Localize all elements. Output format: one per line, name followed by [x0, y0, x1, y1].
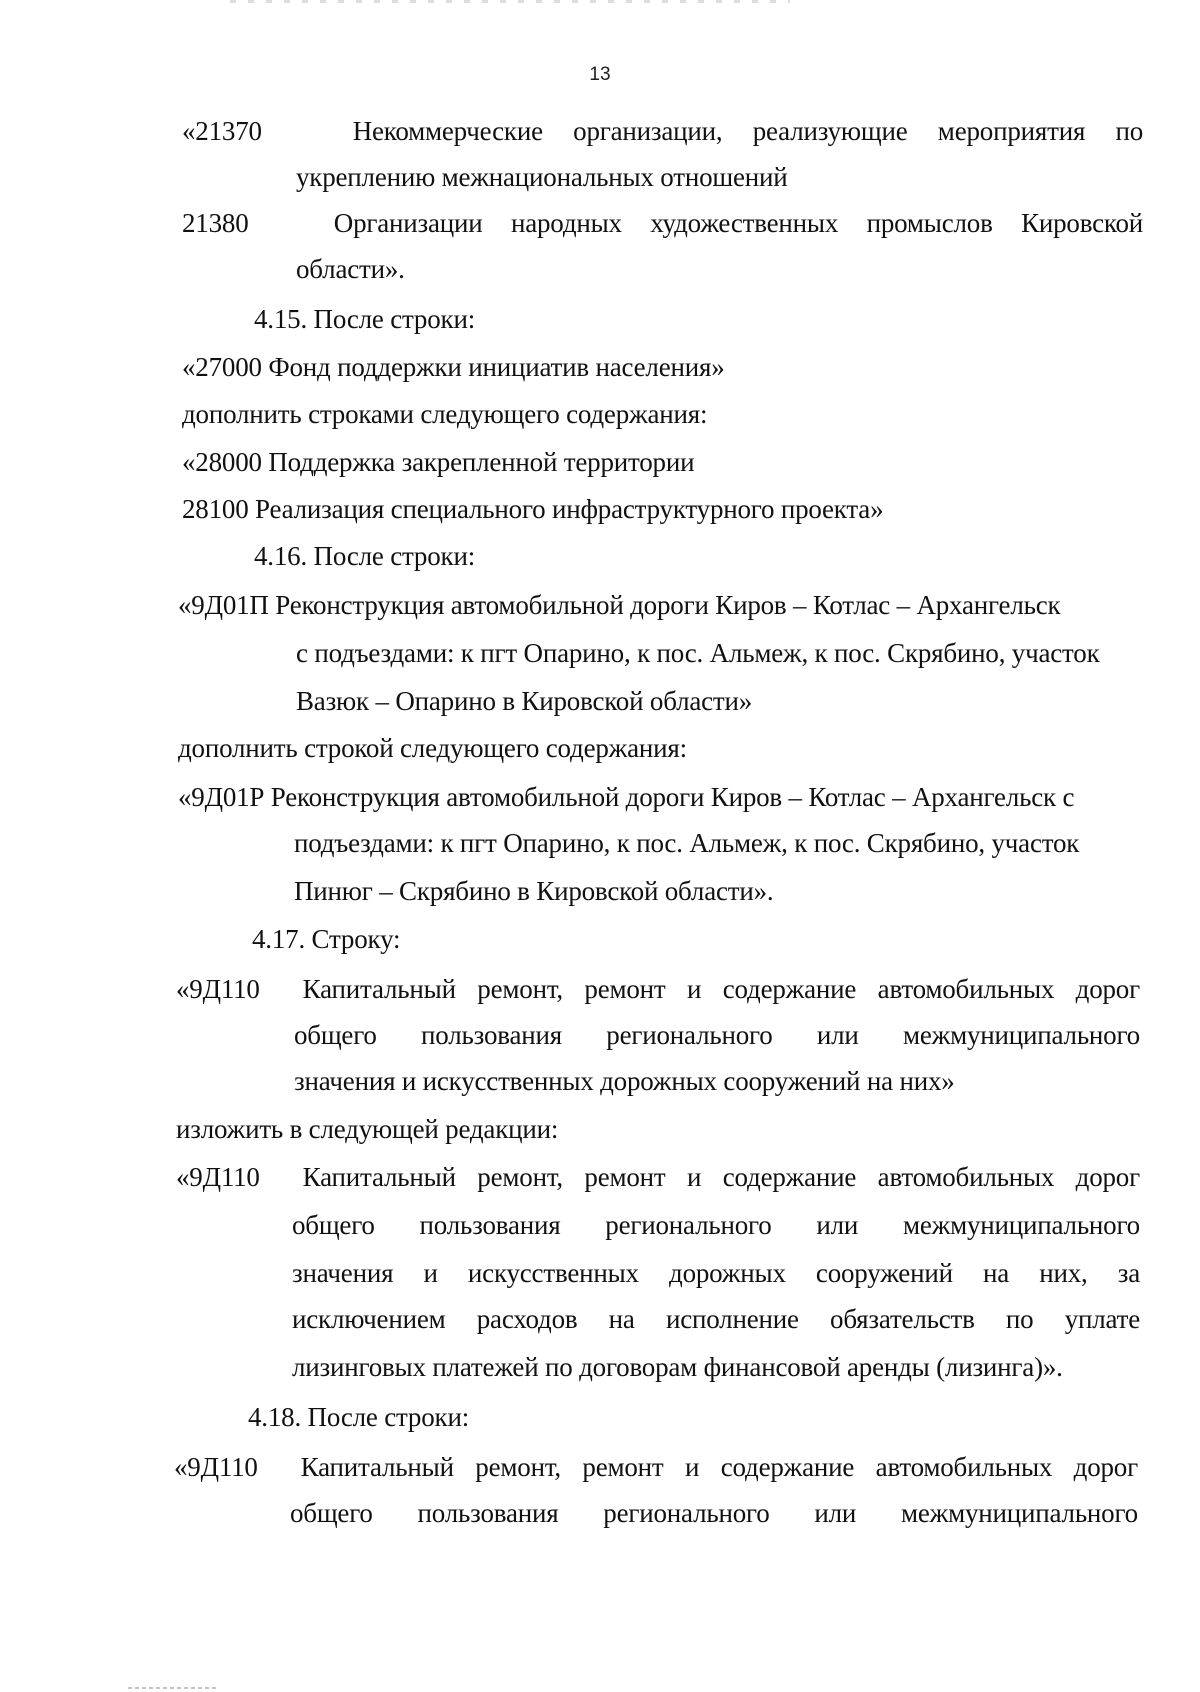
- line-9d110-a3: значения и искусственных дорожных сооружений на них»: [294, 1066, 955, 1096]
- line-9d110-c1: «9Д110 Капитальный ремонт, ремонт и содержание автомобильных дорог: [174, 1452, 1138, 1482]
- code-9d110-b: «9Д110: [176, 1162, 260, 1192]
- item-4-17: 4.17. Строку:: [252, 924, 401, 954]
- line-27000: «27000 Фонд поддержки инициатив населения»: [182, 352, 725, 382]
- line-9d110-b2: общего пользования регионального или межмуниципального: [292, 1210, 1140, 1240]
- item-4-18: 4.18. После строки:: [248, 1402, 469, 1432]
- line-9d110-b4: исключением расходов на исполнение обязательств по уплате: [292, 1304, 1140, 1334]
- entry-21370-line2: укреплению межнациональных отношений: [296, 162, 788, 192]
- line-9d110-a1: «9Д110 Капитальный ремонт, ремонт и содержание автомобильных дорог: [176, 974, 1140, 1004]
- item-4-16: 4.16. После строки:: [254, 541, 475, 571]
- line-add-rows: дополнить строками следующего содержания:: [182, 399, 708, 429]
- page-number: 13: [589, 64, 611, 85]
- code-21380: 21380: [182, 208, 249, 238]
- line-9d01p-3: Вазюк – Опарино в Кировской области»: [296, 686, 753, 716]
- line-28100: 28100 Реализация специального инфраструктурного проекта»: [182, 494, 884, 524]
- line-9d01p-2: с подъездами: к пгт Опарино, к пос. Альмеж, к пос. Скрябино, участок: [296, 638, 1100, 668]
- line-9d110-a2: общего пользования регионального или межмуниципального: [294, 1020, 1140, 1050]
- line-9d01p-1: «9Д01П Реконструкция автомобильной дороги Киров – Котлас – Архангельск: [178, 590, 1061, 620]
- line-9d110-b5: лизинговых платежей по договорам финансовой аренды (лизинга)».: [292, 1352, 1063, 1382]
- code-9d110-c: «9Д110: [174, 1452, 258, 1482]
- line-add-row: дополнить строкой следующего содержания:: [178, 733, 687, 763]
- line-9d01r-1: «9Д01Р Реконструкция автомобильной дороги Киров – Котлас – Архангельск с: [178, 782, 1075, 812]
- scan-artifact-top: [230, 0, 790, 3]
- code-21370: «21370: [182, 116, 262, 146]
- entry-21380-line1: [182, 206, 1143, 240]
- entry-21380-line2: области».: [296, 254, 405, 284]
- line-9d110-c2: общего пользования регионального или межмуниципального: [290, 1498, 1138, 1528]
- code-9d110-a: «9Д110: [176, 974, 260, 1004]
- text-21380: Организации народных художественных промыслов Кировской: [333, 208, 1144, 238]
- scan-artifact-bottom: [128, 1687, 218, 1689]
- line-9d01r-2: подъездами: к пгт Опарино, к пос. Альмеж, к пос. Скрябино, участок: [294, 828, 1080, 858]
- line-9d110-b3: значения и искусственных дорожных сооружений на них, за: [292, 1258, 1140, 1288]
- line-28000: «28000 Поддержка закрепленной территории: [182, 447, 695, 477]
- text-21370: Некоммерческие организации, реализующие мероприятия по: [352, 116, 1144, 146]
- line-9d110-b1: «9Д110 Капитальный ремонт, ремонт и содержание автомобильных дорог: [176, 1162, 1140, 1192]
- line-new-edition: изложить в следующей редакции:: [176, 1114, 559, 1144]
- item-4-15: 4.15. После строки:: [254, 304, 475, 334]
- entry-21370-line1: [182, 114, 1143, 148]
- line-9d01r-3: Пинюг – Скрябино в Кировской области».: [294, 876, 774, 906]
